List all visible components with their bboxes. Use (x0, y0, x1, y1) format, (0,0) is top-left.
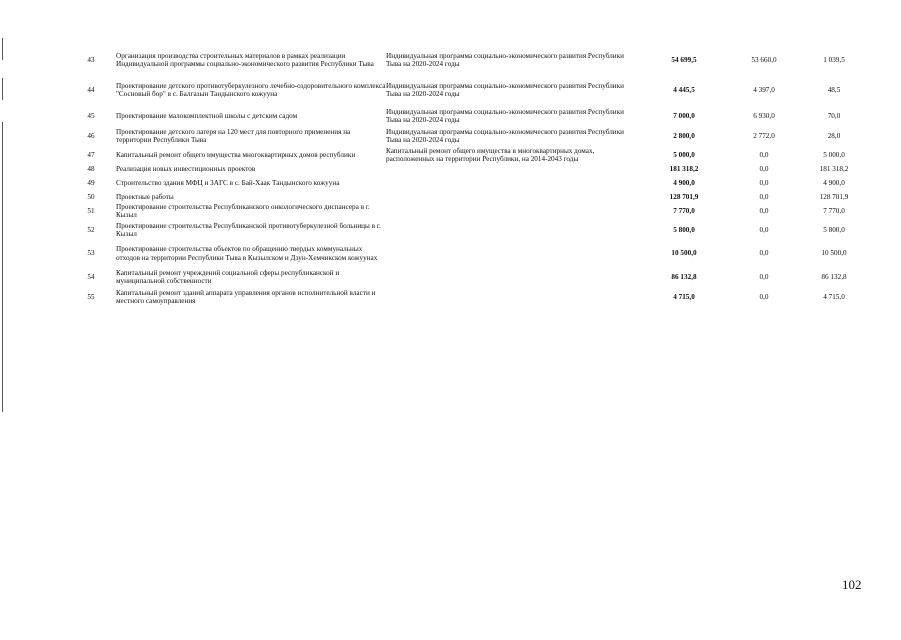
total-amount: 181 318,2 (669, 164, 699, 173)
total-amount: 4 445,5 (673, 85, 695, 94)
program-name: Индивидуальная программа социально-экономического развития Республики Тыва на 2020-2024 годы (386, 127, 624, 144)
republic-amount: 128 701,9 (819, 192, 849, 201)
row-number: 54 (87, 272, 95, 281)
federal-amount: 2 772,0 (753, 131, 775, 140)
project-name: Проектирование детского противотуберкулезного лечебно-оздоровительного комплекса "Сосновый бор" в с. Балгазын Тандынского кожууна (116, 81, 386, 98)
table-row (76, 240, 866, 267)
table-row (76, 74, 866, 106)
row-number: 48 (87, 164, 95, 173)
project-name: Реализация новых инвестиционных проектов (116, 164, 256, 173)
total-amount: 7 000,0 (673, 111, 695, 120)
republic-amount: 10 500,0 (821, 249, 847, 258)
republic-amount: 28,0 (827, 131, 841, 140)
table-row (76, 220, 866, 240)
total-amount: 54 699,5 (671, 55, 697, 64)
project-name: Капитальный ремонт учреждений социальной сферы республиканской и муниципальной собственности (116, 268, 340, 285)
federal-amount: 0,0 (759, 178, 769, 187)
republic-amount: 4 715,0 (823, 292, 845, 301)
program-name: Капитальный ремонт общего имущества в многоквартирных домах, расположенных на территории Республики, на 2014-2043 годы (386, 146, 595, 163)
republic-amount: 1 039,5 (823, 55, 845, 64)
program-name: Индивидуальная программа социально-экономического развития Республики Тыва на 2020-2024 годы (386, 51, 624, 68)
federal-amount: 0,0 (759, 206, 769, 215)
federal-amount: 0,0 (759, 292, 769, 301)
table-row (76, 164, 866, 174)
total-amount: 5 800,0 (673, 225, 695, 234)
program-name (386, 164, 636, 174)
total-amount: 128 701,9 (669, 192, 699, 201)
total-amount: 86 132,8 (671, 272, 697, 281)
scan-edge-mark (2, 78, 3, 100)
row-number: 43 (87, 55, 95, 64)
scan-edge-mark (2, 38, 3, 60)
federal-amount: 0,0 (759, 249, 769, 258)
republic-amount: 4 900,0 (823, 178, 845, 187)
row-number: 53 (87, 249, 95, 258)
table-row (76, 126, 866, 146)
republic-amount: 181 318,2 (819, 164, 849, 173)
total-amount: 4 900,0 (673, 178, 695, 187)
project-name: Проектирование детского лагеря на 120 мест для повторного применения на территории Республики Тыва (116, 127, 351, 144)
table-row (76, 106, 866, 126)
project-name: Строительство здания МФЦ и ЗАГС в с. Бай-Хаак Тандынского кожууна (116, 178, 340, 187)
table-row (76, 192, 866, 202)
total-amount: 4 715,0 (673, 292, 695, 301)
federal-amount: 0,0 (759, 164, 769, 173)
program-name (386, 174, 636, 192)
project-name: Капитальный ремонт зданий аппарата управления органов исполнительной власти и местного самоуправления (116, 288, 376, 305)
program-name (386, 220, 636, 240)
federal-amount: 4 397,0 (753, 85, 775, 94)
table-row (76, 174, 866, 192)
federal-amount: 53 660,0 (751, 55, 777, 64)
program-name: Индивидуальная программа социально-экономического развития Республики Тыва на 2020-2024 годы (386, 81, 624, 98)
republic-amount: 70,0 (827, 111, 841, 120)
total-amount: 10 500,0 (671, 249, 697, 258)
row-number: 52 (87, 225, 95, 234)
project-name: Проектирование строительства Республиканской противотуберкулезной больницы в г. Кызыл (116, 221, 381, 238)
program-name (386, 287, 636, 307)
table-row (76, 46, 866, 74)
total-amount: 2 800,0 (673, 131, 695, 140)
program-name (386, 192, 636, 202)
investment-table (76, 46, 866, 307)
total-amount: 5 000,0 (673, 150, 695, 159)
program-name (386, 267, 636, 287)
federal-amount: 0,0 (759, 225, 769, 234)
row-number: 50 (87, 192, 95, 201)
project-name: Проектирование строительства Республиканского онкологического диспансера в г. Кызыл (116, 202, 370, 219)
federal-amount: 0,0 (759, 192, 769, 201)
row-number: 45 (87, 111, 95, 120)
republic-amount: 86 132,8 (821, 272, 847, 281)
project-name: Организация производства строительных материалов в рамках реализации Индивидуальной программы социально-экономического развития Республики Тыва (116, 51, 374, 68)
program-name: Индивидуальная программа социально-экономического развития Республики Тыва на 2020-2024 годы (386, 107, 624, 124)
project-name: Проектирование малокомплектной школы с детским садом (116, 111, 298, 120)
total-amount: 7 770,0 (673, 206, 695, 215)
project-name: Капитальный ремонт общего имущества многоквартирных домов республики (116, 150, 356, 159)
row-number: 51 (87, 206, 95, 215)
federal-amount: 6 930,0 (753, 111, 775, 120)
table-row (76, 146, 866, 164)
program-name (386, 240, 636, 267)
scan-edge-mark (2, 122, 3, 412)
row-number: 55 (87, 292, 95, 301)
project-name: Проектирование строительства объектов по обращению твердых коммунальных отходов на территории Республики Тыва в Кызылском и Дзун-Хемчикском кожуунах (116, 245, 378, 262)
row-number: 46 (87, 131, 95, 140)
federal-amount: 0,0 (759, 272, 769, 281)
table-row (76, 267, 866, 287)
republic-amount: 5 800,0 (823, 225, 845, 234)
program-name (386, 202, 636, 220)
row-number: 44 (87, 85, 95, 94)
republic-amount: 48,5 (827, 85, 841, 94)
project-name: Проектные работы (116, 192, 174, 201)
row-number: 47 (87, 150, 95, 159)
page-number: 102 (842, 577, 862, 592)
federal-amount: 0,0 (759, 150, 769, 159)
table-row (76, 287, 866, 307)
republic-amount: 7 770,0 (823, 206, 845, 215)
row-number: 49 (87, 178, 95, 187)
republic-amount: 5 000,0 (823, 150, 845, 159)
table-row (76, 202, 866, 220)
